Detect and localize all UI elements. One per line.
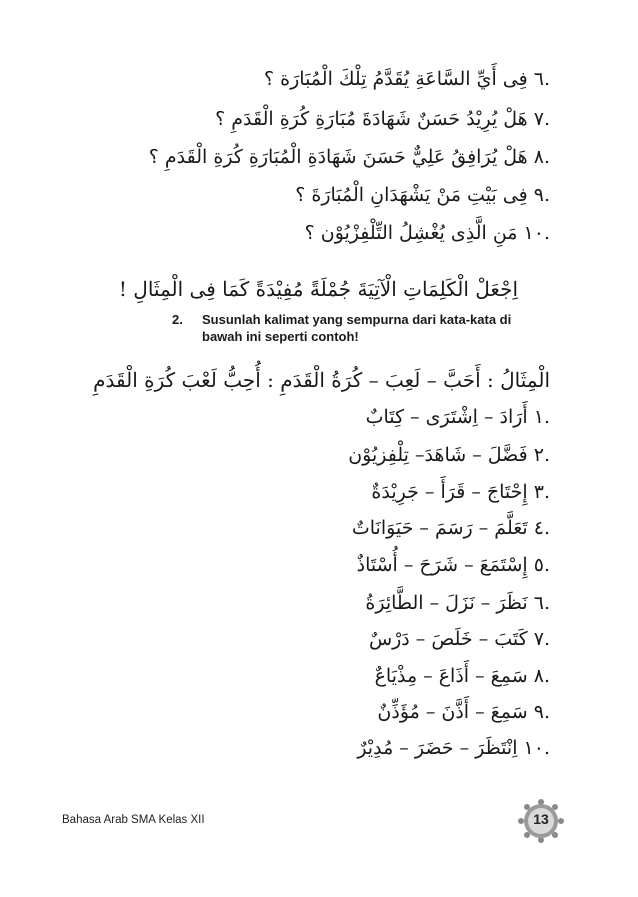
item-text: فِى بَيْتِ مَنْ يَشْهَدَانِ الْمُبَارَةَ ؟ bbox=[295, 184, 528, 206]
question-item bbox=[149, 142, 550, 172]
item-number: .٤ bbox=[533, 517, 550, 539]
item-number: .٥ bbox=[533, 554, 550, 576]
exercise-item bbox=[352, 513, 550, 543]
arabic-instruction: اِجْعَلْ الْكَلِمَاتِ الْآتِيَةَ جُمْلَةً مُفِيْدَةً كَمَا فِى الْمِثَالِ ! bbox=[118, 277, 518, 301]
item-number: .١٠ bbox=[523, 222, 550, 244]
item-number: .٩ bbox=[533, 701, 550, 723]
item-text: اِنْتَظَرَ – حَضَرَ – مُدِيْرٌ bbox=[357, 737, 518, 759]
example-sentence: الْمِثَالُ : أَحَبَّ – لَعِبَ – كُرَةُ الْقَدَمِ : أُحِبُّ لَعْبَ كُرَةِ الْقَدَمِ bbox=[93, 368, 550, 392]
item-text: إِحْتَاجَ – قَرَأَ – جَرِيْدَةٌ bbox=[371, 481, 528, 503]
item-text: هَلْ يُرَافِقُ عَلِيٌّ حَسَنَ شَهَادَةِ الْمُبَارَةِ كُرَةِ الْقَدَمِ ؟ bbox=[148, 146, 528, 168]
item-text: هَلْ يُرِيْدُ حَسَنٌ شَهَادَةَ مُبَارَةِ كُرَةِ الْقَدَمِ ؟ bbox=[215, 108, 528, 130]
item-number: .٦ bbox=[533, 592, 550, 614]
item-text: أَرَادَ – اِشْتَرَى – كِتَابٌ bbox=[365, 406, 528, 428]
item-text: تَعَلَّمَ – رَسَمَ – حَيَوَانَاتٌ bbox=[351, 517, 528, 539]
question-item bbox=[305, 218, 550, 248]
exercise-item bbox=[366, 402, 550, 432]
item-number: .٨ bbox=[533, 665, 550, 687]
item-number: .١ bbox=[533, 406, 550, 428]
item-text: فِى أَيِّ السَّاعَةِ يُقَدَّمُ تِلْكَ الْمُبَارَة ؟ bbox=[264, 68, 528, 90]
item-number: .٨ bbox=[533, 146, 550, 168]
question-item bbox=[295, 180, 550, 210]
question-item bbox=[264, 64, 550, 94]
item-text: مَنِ الَّذِى يُغْشِلُ التِّلْفِزْيُوْن ؟ bbox=[304, 222, 518, 244]
exercise-item bbox=[375, 661, 550, 691]
item-number: .٣ bbox=[533, 481, 550, 503]
task-text: Susunlah kalimat yang sempurna dari kata-kata di bawah ini seperti contoh! bbox=[202, 312, 512, 344]
item-text: فَضَّلَ – شَاهَدَ– تِلْفِزيُوْن bbox=[348, 444, 528, 466]
item-number: .٩ bbox=[533, 184, 550, 206]
exercise-item bbox=[365, 588, 550, 618]
exercise-item bbox=[357, 550, 550, 580]
item-number: .٧ bbox=[533, 628, 550, 650]
item-number: .٦ bbox=[533, 68, 550, 90]
exercise-item bbox=[348, 440, 550, 470]
question-item bbox=[215, 104, 550, 134]
item-text: كَتَبَ – خَلَصَ – دَرْسٌ bbox=[368, 628, 528, 650]
page-number: 13 bbox=[533, 811, 549, 827]
item-number: .٢ bbox=[533, 444, 550, 466]
exercise-item bbox=[357, 733, 550, 763]
item-number: .٧ bbox=[533, 108, 550, 130]
task-number: 2. bbox=[172, 312, 183, 327]
item-text: سَمِعَ – أَذَّنَ – مُؤَذِّنٌ bbox=[377, 701, 528, 723]
item-text: نَظَرَ – نَزَلَ – الطَّائِرَةُ bbox=[365, 592, 528, 614]
item-text: سَمِعَ – أَذَاعَ – مِذْيَاعٌ bbox=[374, 665, 528, 687]
exercise-item bbox=[371, 477, 550, 507]
item-number: .١٠ bbox=[523, 737, 550, 759]
footer-book-title: Bahasa Arab SMA Kelas XII bbox=[62, 814, 205, 826]
exercise-item bbox=[369, 624, 550, 654]
item-text: إِسْتَمَعَ – شَرَحَ – أُسْتَاذٌ bbox=[356, 554, 528, 576]
exercise-item bbox=[377, 697, 550, 727]
